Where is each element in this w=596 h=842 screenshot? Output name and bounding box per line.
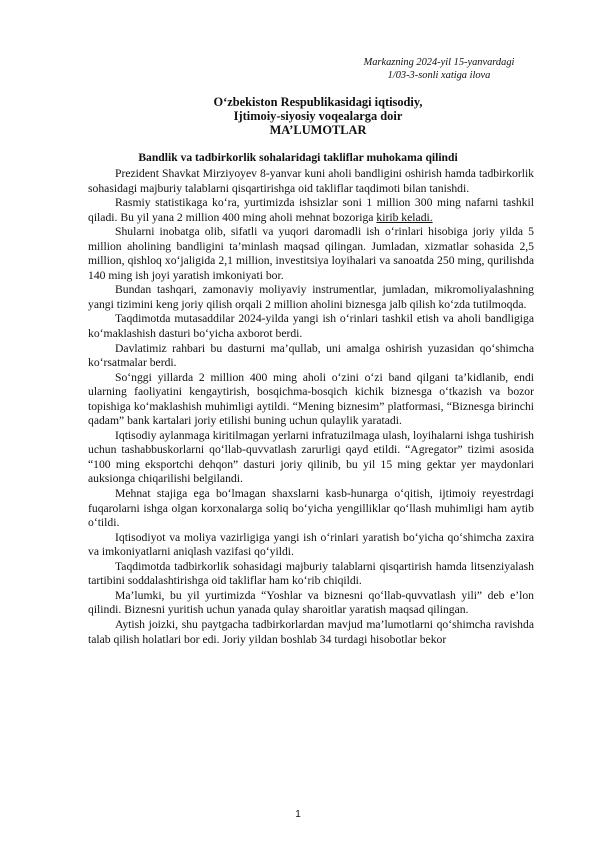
paragraph (88, 196, 534, 225)
heading-line-3: MA’LUMOTLAR (269, 123, 367, 138)
document-body (88, 167, 534, 647)
page-number: 1 (295, 809, 301, 820)
attachment-annotation (324, 56, 554, 82)
paragraph: Prezident Shavkat Mirziyoyev 8-yanvar kuni aholi bandligini oshirish hamda tadbirkorlik sohasidagi majburiy talablarni qisqartirishga oid takliflar taqdimoti bilan tanishdi. (88, 167, 534, 195)
annotation-line-2: 1/03-3-sonli xatiga ilova (387, 70, 491, 81)
paragraph: Aytish joizki, shu paytgacha tadbirkorlardan mavjud ma’lumotlarni qo‘shimcha ravishda talab qilish holatlari bor edi. Joriy yildan boshlab 34 turdagi hisobotlar bekor (88, 617, 534, 646)
underlined-phrase: kirib keladi. (376, 210, 433, 224)
annotation-line-1: Markazning 2024-yil 15-yanvardagi (363, 57, 515, 68)
paragraph: Shularni inobatga olib, sifatli va yuqori daromadli ish o‘rinlari hisobiga joriy yilda 5 million aholining bandligini ta’minlash maqsad qilingan. Jumladan, xizmatlar sohasida 2,5 million, qishloq xo‘jaligida 2,1 million, investitsiya loyihalari va sanoatda 250 ming, qurilishda 140 ming ish joyi yaratish imkoniyati bor. (88, 225, 534, 282)
paragraph: Davlatimiz rahbari bu dasturni ma’qullab, uni amalga oshirish yuzasidan qo‘shimcha ko‘rsatmalar berdi. (88, 341, 534, 370)
paragraph: Taqdimotda mutasaddilar 2024-yilda yangi ish o‘rinlari tashkil etish va aholi bandligiga ko‘maklashish dasturi bo‘yicha axborot berdi. (88, 312, 534, 341)
paragraph: Iqtisodiyot va moliya vazirligiga yangi ish o‘rinlari yaratish bo‘yicha qo‘shimcha zaxira va imkoniyatlarni aniqlash vazifasi qo‘yildi. (88, 530, 534, 559)
heading-line-2: Ijtimoiy-siyosiy voqealarga doir (233, 109, 403, 124)
heading-line-1: O‘zbekiston Respublikasidagi iqtisodiy, (213, 95, 423, 109)
paragraph: So‘nggi yillarda 2 million 400 ming aholi o‘zini o‘zi band qilgani ta’kidlanib, endi ularning faoliyatini kengaytirish, bosqichma-bosqich kichik biznesga o‘tkazish va bozor topishiga ko‘maklashish muhimligi aytildi. “Mening biznesim” platformasi, “Biznesga birinchi qadam” bank kartalari joriy etilishi buning uchun qulaylik yaratadi. (88, 370, 534, 428)
paragraph: Taqdimotda tadbirkorlik sohasidagi majburiy talablarni qisqartirish hamda litsenziyalash tartibini soddalashtirishga oid takliflar ham ko‘rib chiqildi. (88, 559, 534, 588)
document-heading (0, 95, 596, 138)
paragraph-text: Rasmiy statistikaga ko‘ra, yurtimizda ishsizlar soni 1 million 300 ming nafarni tashkil qiladi. Bu yil yana 2 million 400 ming aholi mehnat bozoriga (88, 196, 534, 224)
paragraph: Bundan tashqari, zamonaviy moliyaviy instrumentlar, jumladan, mikromoliyalashning yangi tizimini keng joriy qilish orqali 2 million aholini biznesga jalb qilish ko‘zda tutilmoqda. (88, 283, 534, 311)
section-subheading: Bandlik va tadbirkorlik sohalaridagi takliflar muhokama qilindi (138, 151, 458, 164)
paragraph: Ma’lumki, bu yil yurtimizda “Yoshlar va biznesni qo‘llab-quvvatlash yili” deb e’lon qilindi. Biznesni yuritish uchun yanada qulay sharoitlar yaratish maqsad qilingan. (88, 588, 534, 617)
paragraph: Mehnat stajiga ega bo‘lmagan shaxslarni kasb-hunarga o‘qitish, ijtimoiy reyestrdagi fuqarolarni ishga olgan korxonalarga soliq bo‘yicha yengilliklar qo‘llash muhimligi ham aytib o‘tildi. (88, 487, 534, 530)
paragraph: Iqtisodiy aylanmaga kiritilmagan yerlarni infratuzilmaga ulash, loyihalarni ishga tushirish uchun tashabbuskorlarni qo‘llab-quvvatlash zarurligi qayd etildi. “Agregator” tizimi asosida “100 ming eksportchi dehqon” dasturi joriy qilinib, bu yil 15 ming gektar yer maydonlari auksionga chiqarilishi belgilandi. (88, 428, 534, 486)
